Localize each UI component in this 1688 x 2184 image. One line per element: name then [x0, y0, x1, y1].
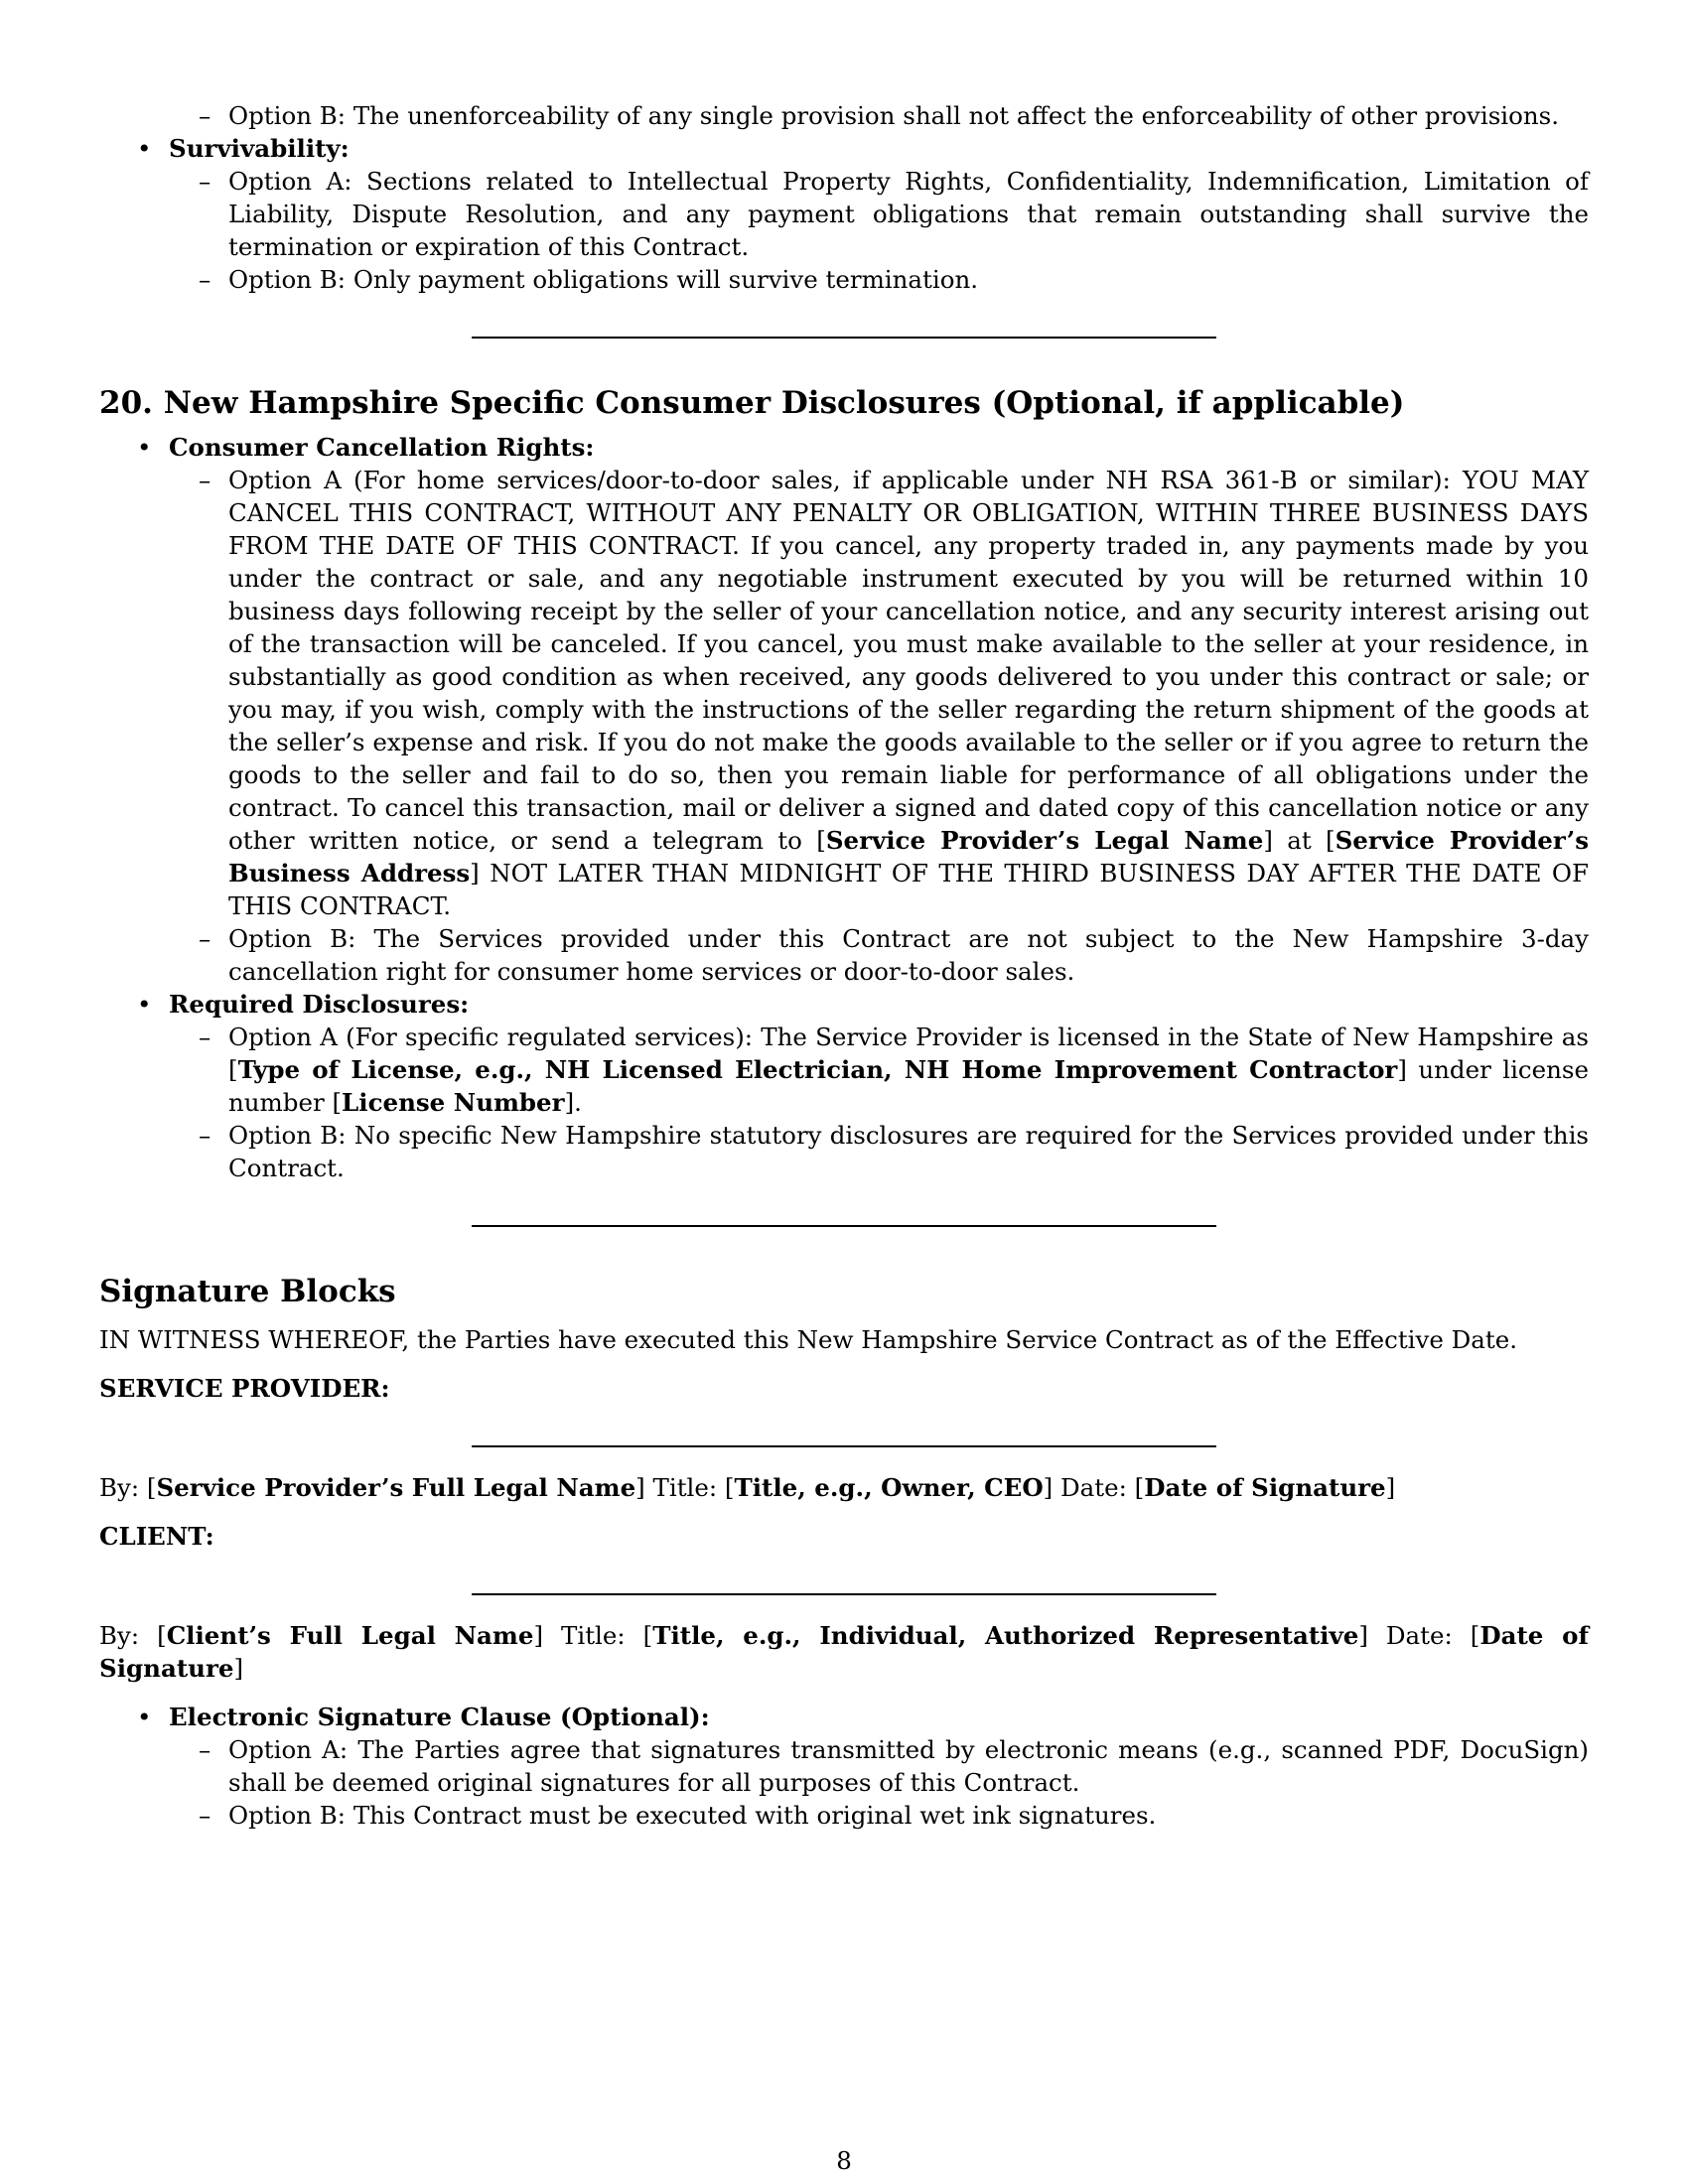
client-name-placeholder: Client’s Full Legal Name	[166, 1621, 534, 1650]
electronic-option-b	[99, 1799, 1589, 1832]
client-title-label: ] Title: [	[533, 1621, 653, 1650]
cancellation-option-b	[99, 922, 1589, 988]
client-title-placeholder: Title, e.g., Individual, Authorized Representative	[652, 1621, 1359, 1650]
required-option-b-text: Option B: No specific New Hampshire statutory disclosures are required for the Services provided under this Contract.	[228, 1121, 1589, 1182]
required-option-a-text: Option A (For specific regulated services): The Service Provider is licensed in the State of New Hampshire as [	[228, 1023, 1589, 1084]
provider-name-placeholder: Service Provider’s Full Legal Name	[156, 1473, 636, 1502]
survivability-option-b	[99, 263, 1589, 296]
cancellation-option-a-mid: ] at [	[1263, 826, 1336, 855]
document-page	[99, 99, 1589, 1832]
dash-marker: –	[199, 1735, 211, 1764]
cancellation-rights-item	[99, 431, 1589, 464]
cancellation-rights-label: Consumer Cancellation Rights:	[169, 433, 595, 462]
bullet-marker: •	[137, 134, 152, 163]
required-option-a-mid: ] under license number [	[228, 1055, 1589, 1117]
survivability-option-b-text: Option B: Only payment obligations will survive termination.	[228, 265, 979, 294]
client-label: CLIENT:	[99, 1522, 214, 1551]
provider-date-label: ] Date: [	[1043, 1473, 1145, 1502]
witness-statement: IN WITNESS WHEREOF, the Parties have executed this New Hampshire Service Contract as of the Effective Date.	[99, 1325, 1518, 1354]
page-number: 8	[836, 2146, 852, 2175]
license-number-placeholder: License Number	[342, 1088, 565, 1117]
required-option-b	[99, 1119, 1589, 1184]
severability-option-b-text: Option B: The unenforceability of any single provision shall not affect the enforceability of other provisions.	[228, 101, 1559, 130]
cancellation-option-b-text: Option B: The Services provided under this Contract are not subject to the New Hampshire 3-day cancellation right for consumer home services or door-to-door sales.	[228, 924, 1589, 986]
provider-title-placeholder: Title, e.g., Owner, CEO	[734, 1473, 1044, 1502]
electronic-signature-label: Electronic Signature Clause (Optional):	[169, 1703, 710, 1731]
bullet-marker: •	[137, 1703, 152, 1731]
bullet-marker: •	[137, 433, 152, 462]
survivability-label: Survivability:	[169, 134, 350, 163]
provider-by-label: By: [	[99, 1473, 157, 1502]
provider-date-placeholder: Date of Signature	[1144, 1473, 1386, 1502]
service-provider-address-placeholder: Service Provider’s Business Address	[228, 826, 1589, 887]
cancellation-option-a	[99, 464, 1589, 922]
dash-marker: –	[199, 1023, 211, 1051]
client-date-placeholder: Date of Signature	[99, 1621, 1590, 1683]
provider-end-bracket: ]	[1385, 1473, 1396, 1502]
required-option-a-end: ].	[564, 1088, 582, 1117]
required-disclosures-item	[99, 988, 1589, 1021]
client-end-bracket: ]	[233, 1654, 244, 1683]
license-type-placeholder: Type of License, e.g., NH Licensed Electrician, NH Home Improvement Contractor	[237, 1055, 1398, 1084]
cancellation-option-a-text: Option A (For home services/door-to-door sales, if applicable under NH RSA 361-B or similar): YOU MAY CANCEL THIS CONTRACT, WITHOUT ANY PENALTY OR OBLIGATION, WITHIN THREE BUSINESS DAYS FROM THE DATE OF THIS CONTRACT. If you cancel, any property traded in, any payments made by you under the contract or sale, and any negotiable instrument executed by you will be returned within 10 business days following receipt by the seller of your cancellation notice, and any security interest arising out of the transaction will be canceled. If you cancel, you must make available to the seller at your residence, in substantially as good condition as when received, any goods delivered to you under this contract or sale; or you may, if you wish, comply with the instructions of the seller regarding the return shipment of the goods at the seller’s expense and risk. If you do not make the goods available to the seller or if you agree to return the goods to the seller and fail to do so, then you remain liable for performance of all obligations under the contract. To cancel this transaction, mail or deliver a signed and dated copy of this cancellation notice or any other written notice, or send a telegram to [	[228, 466, 1589, 855]
section-20-title: 20. New Hampshire Specific Consumer Disclosures (Optional, if applicable)	[99, 385, 1405, 421]
dash-marker: –	[199, 466, 211, 494]
provider-signature-line	[472, 1445, 1216, 1447]
client-signature-line	[472, 1593, 1216, 1595]
cancellation-option-a-end: ] NOT LATER THAN MIDNIGHT OF THE THIRD BUSINESS DAY AFTER THE DATE OF THIS CONTRACT.	[228, 859, 1589, 920]
bullet-marker: •	[137, 990, 152, 1019]
section-divider	[472, 1225, 1216, 1227]
dash-marker: –	[199, 101, 211, 130]
client-date-label: ] Date: [	[1358, 1621, 1480, 1650]
dash-marker: –	[199, 1121, 211, 1150]
signature-blocks-title: Signature Blocks	[99, 1274, 396, 1309]
section-divider	[472, 337, 1216, 339]
client-by-label: By: [	[99, 1621, 167, 1650]
required-option-a	[99, 1021, 1589, 1119]
electronic-signature-item	[99, 1701, 1589, 1733]
service-provider-legal-name-placeholder: Service Provider’s Legal Name	[825, 826, 1264, 855]
survivability-item	[99, 132, 1589, 165]
dash-marker: –	[199, 1801, 211, 1830]
survivability-option-a-text: Option A: Sections related to Intellectual Property Rights, Confidentiality, Indemnification, Limitation of Liability, Dispute Resolution, and any payment obligations that remain outstanding shall survive the termination or expiration of this Contract.	[228, 167, 1589, 261]
dash-marker: –	[199, 924, 211, 953]
dash-marker: –	[199, 265, 211, 294]
service-provider-label: SERVICE PROVIDER:	[99, 1374, 390, 1403]
electronic-option-a-text: Option A: The Parties agree that signatures transmitted by electronic means (e.g., scanned PDF, DocuSign) shall be deemed original signatures for all purposes of this Contract.	[228, 1735, 1589, 1797]
provider-title-label: ] Title: [	[635, 1473, 735, 1502]
provider-signature-row	[99, 1471, 1589, 1504]
survivability-option-a	[99, 165, 1589, 263]
dash-marker: –	[199, 167, 211, 196]
required-disclosures-label: Required Disclosures:	[169, 990, 470, 1019]
electronic-option-b-text: Option B: This Contract must be executed with original wet ink signatures.	[228, 1801, 1157, 1830]
client-signature-row	[99, 1619, 1589, 1685]
electronic-option-a	[99, 1733, 1589, 1799]
severability-option-b	[99, 99, 1589, 132]
